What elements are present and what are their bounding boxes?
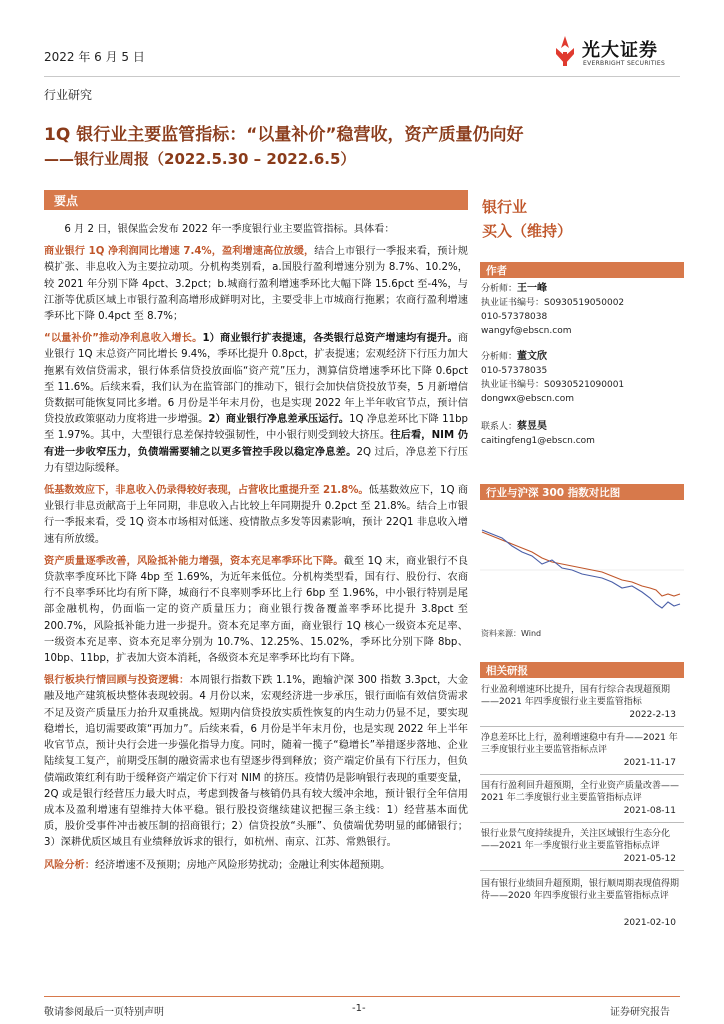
market-review-text: 本周银行指数下跌 1.1%，跑输沪深 300 指数 3.3pct，大金融及地产建筑板块整体表现较弱。4 月份以来，宏观经济进一步承压，银行面临有效信贷需求不足及资产质量压力抬升双重挑战。短期内信贷投放实质性恢复的内生动力仍显不足，要实现稳增长，追切需要政策“再加力”。后续来看，6 月份是半年末月份，也是实现 2022 年上半年收官节点，预计央行会进一步强化指导力度。同时，随着一揽子“稳增长”举措逐步落地、企业陆续复工复产，前期受压制的融资需求也有望逐步得到释放；资产端定价虽有下行压力，但负债端政策红利有助于缓释资产端定价下行对 NIM 的挤压。疫情仍是影响银行表现的重要变量，2Q 或是银行经营压力最大时点，考虑到拨备与核销仍具有较大缓冲余地，预计银行全年信用成本及盈利增速有望维持大体平稳。银行股投资继续建议把握三条主线：1）经营基本面优质，股价受事件冲击被压制的招商银行；2）信贷投放“头雁”、负债端优势明显的邮储银行；3）深耕优质区域且有业绩释放诉求的银行，如杭州、南京、江苏、常熟银行。 xyxy=(44,675,469,849)
interest-text-b: 商业银行 1Q 末总资产同比增长 9.4%，季环比提升 0.8pct，扩表提速；宏观经济下行压力加大拖累有效信贷需求，银行体系信贷投放面临“资产荒”压力，测算信贷增速季环比下降 0.6pct 至 11.6%。后续来看，我们认为在监管部门的推动下，银行会加快信贷投放节奏，5 月新增信贷数据可能恢复同比多增。6 月份是半年末月份，也是实现 2022 年上半年收官节点，预计信贷投放政策驱动力度将进一步增强。 xyxy=(44,333,468,426)
sector-name: 银行业 xyxy=(482,198,528,216)
nonint-paragraph xyxy=(44,483,468,548)
csi300-index-line xyxy=(482,530,680,608)
interest-highlight: “以量补价”推动净利息收入增长。 xyxy=(44,333,203,345)
interest-bold-a: 1）商业银行扩表提速，各类银行总资产增速均有提升。 xyxy=(202,333,458,345)
everbright-logo-icon xyxy=(552,34,578,68)
related-report-title[interactable]: 国有行盈利回升超预期，全行业资产质量改善——2021 年二季度银行业主要监管指标点评 xyxy=(481,781,680,803)
profit-highlight: 商业银行 1Q 净利润同比增速 7.4%，盈利增速高位放缓， xyxy=(44,246,315,258)
analyst-line: 执业证书编号：S0930521090001 xyxy=(481,380,625,390)
analyst-1 xyxy=(481,282,681,338)
market-review-paragraph xyxy=(44,673,468,851)
asset-quality-highlight: 资产质量逐季改善，风险抵补能力增强，资本充足率季环比下降。 xyxy=(44,555,344,567)
asset-quality-text: 截至 1Q 末，商业银行不良贷款率季度环比下降 4bp 至 1.69%，为近年来低位。分机构类型看，国有行、股份行、农商行不良率季环比均有所下降，城商行不良率则季环比上行 6bp 至 1.96%，中小银行特别是尾部金融机构，仍面临一定的资产质量压力；商业银行拨备覆盖率季环比提升 3.8pct 至 200.7%，风险抵补能力进一步提升。资本充足率方面，商业银行 1Q 核心一级资本充足率、一级资本充足率、资本充足率分别为 10.7%、12.25%、15.02%，季环比分别下降 8bp、10bp、11bp，扩表加大资本消耗，各级资本充足率季环比均有下降。 xyxy=(44,555,468,665)
analyst-line: 010-57378038 xyxy=(481,312,548,322)
index-comparison-chart xyxy=(480,522,684,618)
logo-en-text: EVERBRIGHT SECURITIES xyxy=(583,60,666,67)
analyst-role: 分析师： xyxy=(481,352,518,362)
analyst-role: 分析师： xyxy=(481,284,518,294)
analyst-name: 王一峰 xyxy=(517,283,548,294)
asset-quality-paragraph xyxy=(44,554,468,667)
intro-paragraph xyxy=(44,222,468,238)
footer-report-type: 证券研究报告 xyxy=(610,1007,670,1018)
report-title: 1Q 银行业主要监管指标：“以量补价”稳营收，资产质量仍向好 xyxy=(44,125,524,145)
related-report-date: 2021-05-12 xyxy=(623,854,676,864)
chart-source: 资料来源：Wind xyxy=(481,629,542,638)
interest-paragraph xyxy=(44,331,468,477)
contact-email[interactable]: caitingfeng1@ebscn.com xyxy=(481,436,595,446)
related-report-date: 2021-02-10 xyxy=(623,918,676,928)
keypoints-header xyxy=(44,190,468,210)
rating: 买入（维持） xyxy=(482,222,573,240)
analyst-line: 执业证书编号：S0930519050002 xyxy=(481,298,625,308)
header-divider xyxy=(44,76,680,77)
contact-name: 蔡昱昊 xyxy=(517,421,548,432)
interest-bold-c: 2）商业银行净息差承压运行。 xyxy=(208,414,350,426)
intro-text: 6 月 2 日，银保监会发布 2022 年一季度银行业主要监管指标。具体看： xyxy=(64,224,395,235)
related-report-date: 2021-11-17 xyxy=(623,758,676,768)
contact-role: 联系人： xyxy=(481,422,518,432)
related-divider xyxy=(480,870,684,871)
risk-text: 经济增速不及预期；房地产风险形势扰动；金融让利实体超预期。 xyxy=(94,859,391,871)
analyst-email[interactable]: wangyf@ebscn.com xyxy=(481,326,572,336)
author-header xyxy=(480,262,684,278)
risk-highlight: 风险分析： xyxy=(44,859,95,871)
footer-disclaimer: 敬请参阅最后一页特别声明 xyxy=(44,1007,164,1018)
related-report-title[interactable]: 银行业景气度持续提升，关注区域银行生态分化——2021 年一季度银行业主要监管指标点评 xyxy=(481,829,671,851)
related-report-date: 2021-08-11 xyxy=(623,806,676,816)
nonint-text: 低基数效应下，1Q 商业银行非息贡献高于上年同期，非息收入占比较上年同期提升 0.2pct 至 21.8%。结合上市银行一季报来看，受 1Q 资本市场相对低迷、疫情散点多发等因素影响，预计 22Q1 非息收入增速有所放缓。 xyxy=(44,485,468,545)
chart-label: 行业与沪深 300 指数对比图 xyxy=(486,487,621,499)
related-label: 相关研报 xyxy=(486,665,528,677)
interest-text-d: 1Q 净息差环比下降 11bp 至 1.97%。其中，大型银行息差保持较强韧性，中小银行则受到较大挤压。 xyxy=(44,414,469,442)
related-header xyxy=(480,662,684,678)
report-subtitle: ——银行业周报（2022.5.30 – 2022.6.5） xyxy=(44,150,356,168)
profit-text: 结合上市银行一季报来看，预计规模扩张、非息收入为主要拉动项。分机构类别看，a.国股行盈利增速分别为 8.7%、10.2%，较 2021 年分别下降 4pct、3.2pct；b.城商行盈利增速季环比大幅下降 15.6pct 至-4%，与江浙等优质区域上市银行盈利高增形成鲜明对比，主要受非上市城商行拖累；农商行盈利增速季环比下降 0.4pct 至 8.7%； xyxy=(44,246,468,323)
related-report-date: 2022-2-13 xyxy=(629,710,676,720)
report-date: 2022 年 6 月 5 日 xyxy=(44,50,145,64)
main-body xyxy=(44,222,468,880)
related-report-title[interactable]: 行业盈利增速环比提升，国有行综合表现超预期——2021 年四季度银行业主要监管指标 xyxy=(481,685,671,707)
profit-paragraph xyxy=(44,244,468,325)
author-label: 作者 xyxy=(486,265,507,277)
related-divider xyxy=(480,774,684,775)
related-divider xyxy=(480,822,684,823)
contact xyxy=(481,420,681,448)
related-report-title[interactable]: 净息差环比上行，盈利增速稳中有升——2021 年三季度银行业主要监管指标点评 xyxy=(481,733,678,755)
interest-text-f: 2Q 过后，净息差下行压力有望边际缓释。 xyxy=(44,446,468,474)
analyst-name: 董文欣 xyxy=(517,351,548,362)
bank-index-line xyxy=(482,532,680,596)
report-category: 行业研究 xyxy=(44,88,93,102)
market-review-highlight: 银行板块行情回顾与投资逻辑： xyxy=(44,675,190,687)
analyst-line: 010-57378035 xyxy=(481,366,548,376)
analyst-email[interactable]: dongwx@ebscn.com xyxy=(481,394,574,404)
analyst-2 xyxy=(481,350,681,406)
logo-cn-text: 光大证券 xyxy=(582,40,658,61)
page-number: -1- xyxy=(352,1003,366,1014)
interest-bold-e: 往后看，NIM 仍有进一步收窄压力，负债端需要辅之以更多管控手段以稳定净息差。 xyxy=(44,430,468,458)
chart-header xyxy=(480,484,684,500)
risk-paragraph xyxy=(44,858,468,874)
related-divider xyxy=(480,726,684,727)
related-report-title[interactable]: 国有银行业绩回升超预期，银行顺周期表现值得期待——2020 年四季度银行业主要监管指标点评 xyxy=(481,879,680,901)
company-logo xyxy=(552,34,692,70)
keypoints-label: 要点 xyxy=(54,194,79,208)
nonint-highlight: 低基数效应下，非息收入仍录得较好表现，占营收比重提升至 21.8%。 xyxy=(44,485,369,497)
footer-divider xyxy=(44,996,680,997)
